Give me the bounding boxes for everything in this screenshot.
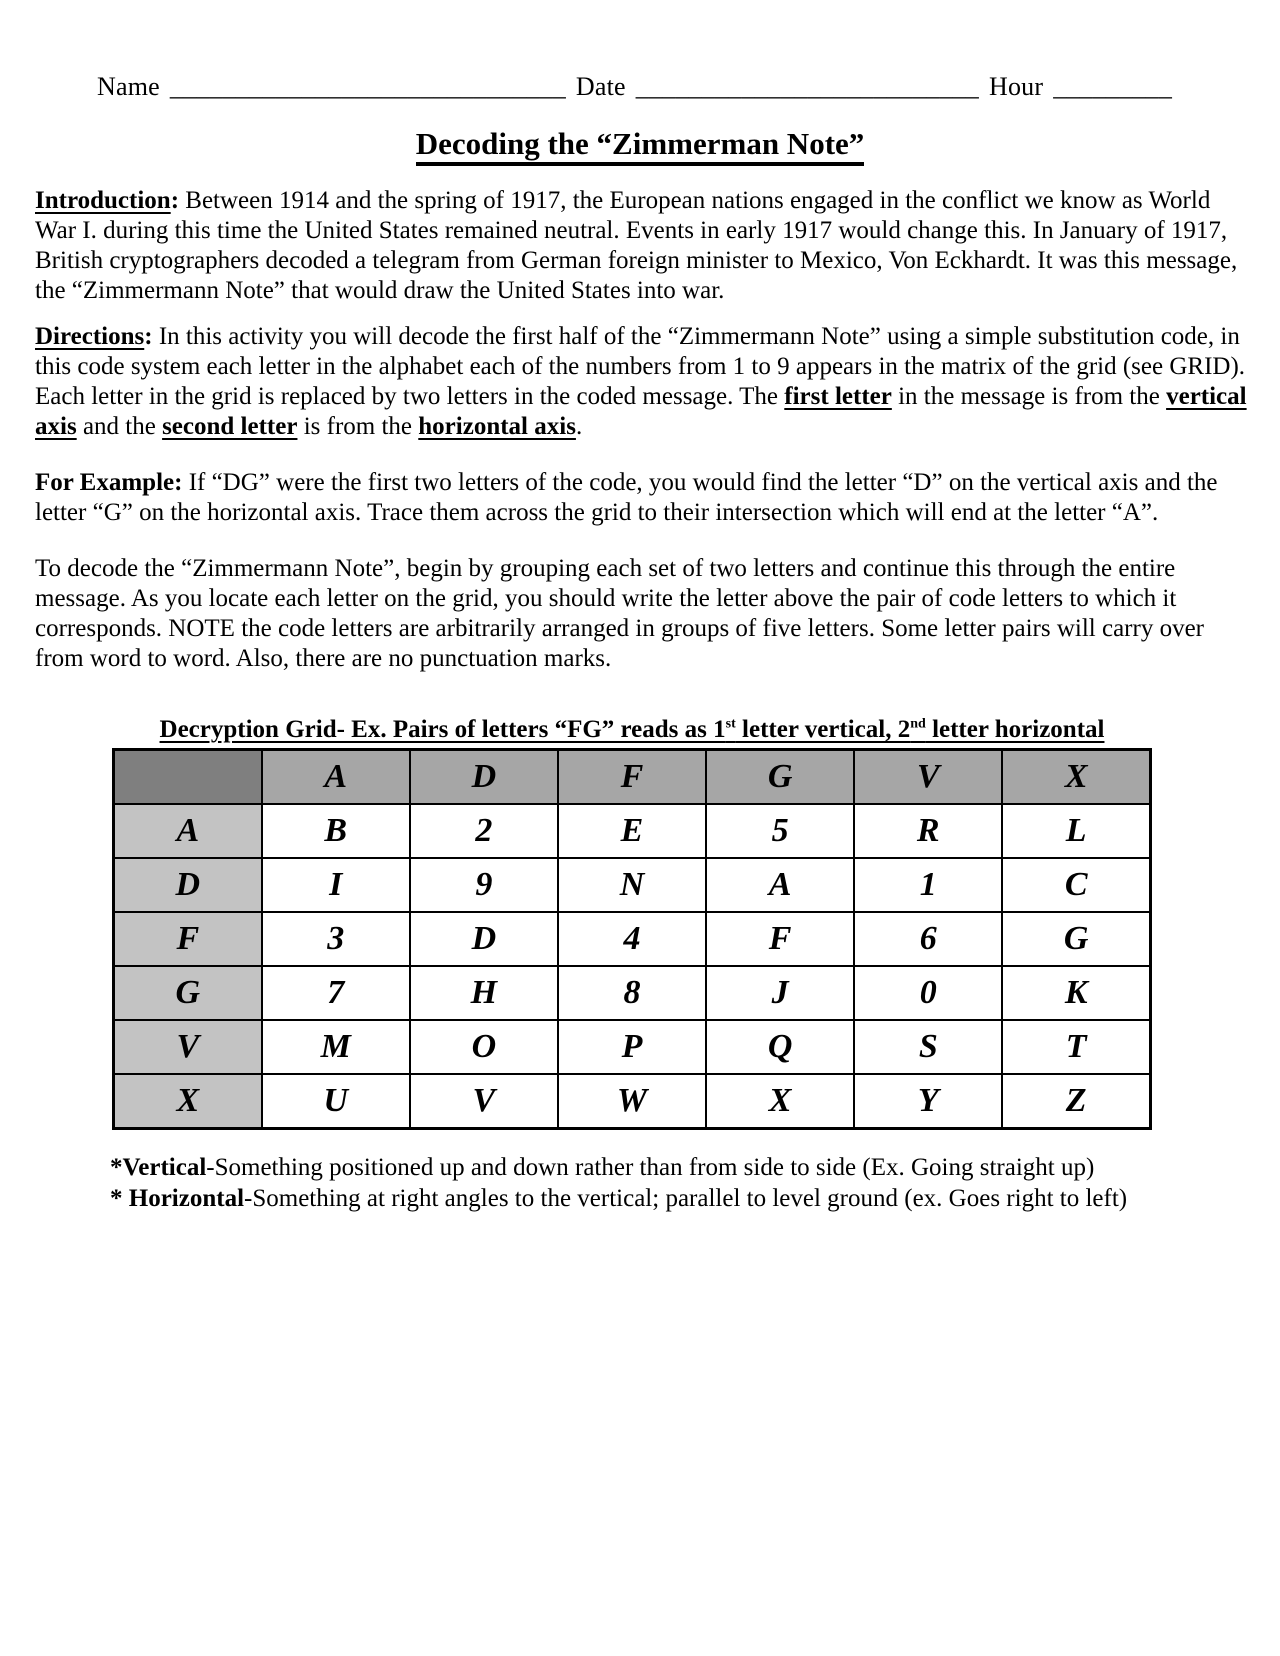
grid-row-D xyxy=(114,858,1151,912)
grid-cell: 3 xyxy=(262,912,410,966)
grid-col-header-G: G xyxy=(706,750,854,805)
grid-cell: M xyxy=(262,1020,410,1074)
grid-row-label-A: A xyxy=(114,804,262,858)
intro-paragraph xyxy=(35,186,1247,306)
grid-cell: 6 xyxy=(854,912,1002,966)
grid-col-header-F: F xyxy=(558,750,706,805)
directions-horizontal-axis: horizontal axis xyxy=(418,413,576,440)
directions-lead: Directions xyxy=(35,323,145,350)
grid-col-header-D: D xyxy=(410,750,558,805)
grid-cell: T xyxy=(1002,1020,1150,1074)
footnote-vertical-body: -Something positioned up and down rather than from side to side (Ex. Going straight up) xyxy=(206,1154,1095,1181)
grid-cell: 2 xyxy=(410,804,558,858)
grid-cell: F xyxy=(706,912,854,966)
directions-seg4: is from the xyxy=(297,413,419,440)
grid-cell: H xyxy=(410,966,558,1020)
decode-body: To decode the “Zimmermann Note”, begin by grouping each set of two letters and continue this through the entire message. As you locate each letter on the grid, you should write the letter above the pair of code letters to which it corresponds. NOTE the code letters are arbitrarily arranged in groups of five letters. Some letter pairs will carry over from word to word. Also, there are no punctuation marks. xyxy=(35,555,1205,672)
grid-col-header-A: A xyxy=(262,750,410,805)
footnote-horizontal xyxy=(110,1183,1240,1214)
directions-seg2: in the message is from the xyxy=(891,383,1167,410)
caption-sup-nd: nd xyxy=(910,716,926,732)
example-paragraph xyxy=(35,468,1247,528)
directions-colon: : xyxy=(144,323,153,350)
example-lead: For Example: xyxy=(35,469,183,496)
date-blank-line: __________________________ xyxy=(635,72,979,101)
hour-label: Hour xyxy=(988,72,1044,101)
directions-paragraph xyxy=(35,322,1247,442)
page-title: Decoding the “Zimmerman Note” xyxy=(416,126,865,166)
caption-part2: letter vertical, 2 xyxy=(735,716,911,743)
grid-cell: L xyxy=(1002,804,1150,858)
grid-row-label-D: D xyxy=(114,858,262,912)
grid-cell: N xyxy=(558,858,706,912)
grid-cell: W xyxy=(558,1074,706,1129)
grid-cell: U xyxy=(262,1074,410,1129)
grid-header-row xyxy=(114,750,1151,805)
grid-row-G xyxy=(114,966,1151,1020)
grid-corner-cell xyxy=(114,750,262,805)
grid-cell: G xyxy=(1002,912,1150,966)
grid-cell: Z xyxy=(1002,1074,1150,1129)
directions-seg1: In this activity you will decode the first half of the “Zimmermann Note” using a simple substitution code, in this code system each letter in the alphabet each of the numbers from 1 to 9 appears in the matrix of the grid (see GRID). Each letter in the grid is replaced by two letters in the coded message. The xyxy=(35,323,1246,410)
grid-col-header-X: X xyxy=(1002,750,1150,805)
caption-part1: Decryption Grid- Ex. Pairs of letters “FG” reads as 1 xyxy=(159,716,726,743)
grid-cell: V xyxy=(410,1074,558,1129)
intro-colon: : xyxy=(170,187,180,214)
directions-seg5: . xyxy=(575,413,583,440)
grid-cell: O xyxy=(410,1020,558,1074)
grid-row-V xyxy=(114,1020,1151,1074)
grid-row-label-X: X xyxy=(114,1074,262,1129)
footnote-horizontal-body: -Something at right angles to the vertical; parallel to level ground (ex. Goes right to left) xyxy=(244,1185,1128,1212)
grid-row-label-V: V xyxy=(114,1020,262,1074)
directions-first-letter: first letter xyxy=(784,383,892,410)
grid-cell: D xyxy=(410,912,558,966)
grid-row-label-G: G xyxy=(114,966,262,1020)
grid-cell: J xyxy=(706,966,854,1020)
grid-row-F xyxy=(114,912,1151,966)
caption-part3: letter horizontal xyxy=(925,716,1105,743)
grid-cell: P xyxy=(558,1020,706,1074)
intro-lead: Introduction xyxy=(35,187,171,214)
grid-cell: Q xyxy=(706,1020,854,1074)
caption-sup-st: st xyxy=(725,716,736,732)
grid-cell: X xyxy=(706,1074,854,1129)
grid-col-header-V: V xyxy=(854,750,1002,805)
directions-vertical-axis: vertical axis xyxy=(35,383,1247,440)
footnote-vertical-lead: *Vertical xyxy=(110,1154,207,1181)
grid-row-A xyxy=(114,804,1151,858)
date-label: Date xyxy=(575,72,626,101)
intro-body: Between 1914 and the spring of 1917, the European nations engaged in the conflict we know as World War I. during this time the United States remained neutral. Events in early 1917 would change this. In January of 1917, British cryptographers decoded a telegram from German foreign minister to Mexico, Von Eckhardt. It was this message, the “Zimmermann Note” that would draw the United States into war. xyxy=(35,187,1238,304)
name-blank-line: ______________________________ xyxy=(169,72,566,101)
name-date-hour-line xyxy=(97,72,1172,102)
grid-cell: Y xyxy=(854,1074,1002,1129)
grid-cell: E xyxy=(558,804,706,858)
grid-cell: 7 xyxy=(262,966,410,1020)
grid-row-label-F: F xyxy=(114,912,262,966)
grid-cell: 1 xyxy=(854,858,1002,912)
name-label: Name xyxy=(97,72,160,101)
grid-cell: 9 xyxy=(410,858,558,912)
grid-cell: I xyxy=(262,858,410,912)
grid-cell: C xyxy=(1002,858,1150,912)
grid-caption xyxy=(112,716,1152,744)
grid-cell: 5 xyxy=(706,804,854,858)
hour-blank-line: _________ xyxy=(1053,72,1173,101)
grid-cell: 4 xyxy=(558,912,706,966)
directions-seg3: and the xyxy=(76,413,163,440)
footnotes xyxy=(110,1152,1240,1214)
decode-paragraph xyxy=(35,554,1247,674)
directions-second-letter: second letter xyxy=(162,413,298,440)
grid-cell: R xyxy=(854,804,1002,858)
grid-cell: S xyxy=(854,1020,1002,1074)
grid-cell: A xyxy=(706,858,854,912)
footnote-horizontal-lead: * Horizontal xyxy=(110,1185,245,1212)
grid-cell: K xyxy=(1002,966,1150,1020)
footnote-vertical xyxy=(110,1152,1240,1183)
grid-row-X xyxy=(114,1074,1151,1129)
decryption-grid-table xyxy=(112,748,1152,1130)
grid-cell: B xyxy=(262,804,410,858)
title-wrap xyxy=(0,126,1280,166)
grid-cell: 8 xyxy=(558,966,706,1020)
grid-cell: 0 xyxy=(854,966,1002,1020)
example-body: If “DG” were the first two letters of the code, you would find the letter “D” on the vertical axis and the letter “G” on the horizontal axis. Trace them across the grid to their intersection which will end at the letter “A”. xyxy=(35,469,1218,526)
